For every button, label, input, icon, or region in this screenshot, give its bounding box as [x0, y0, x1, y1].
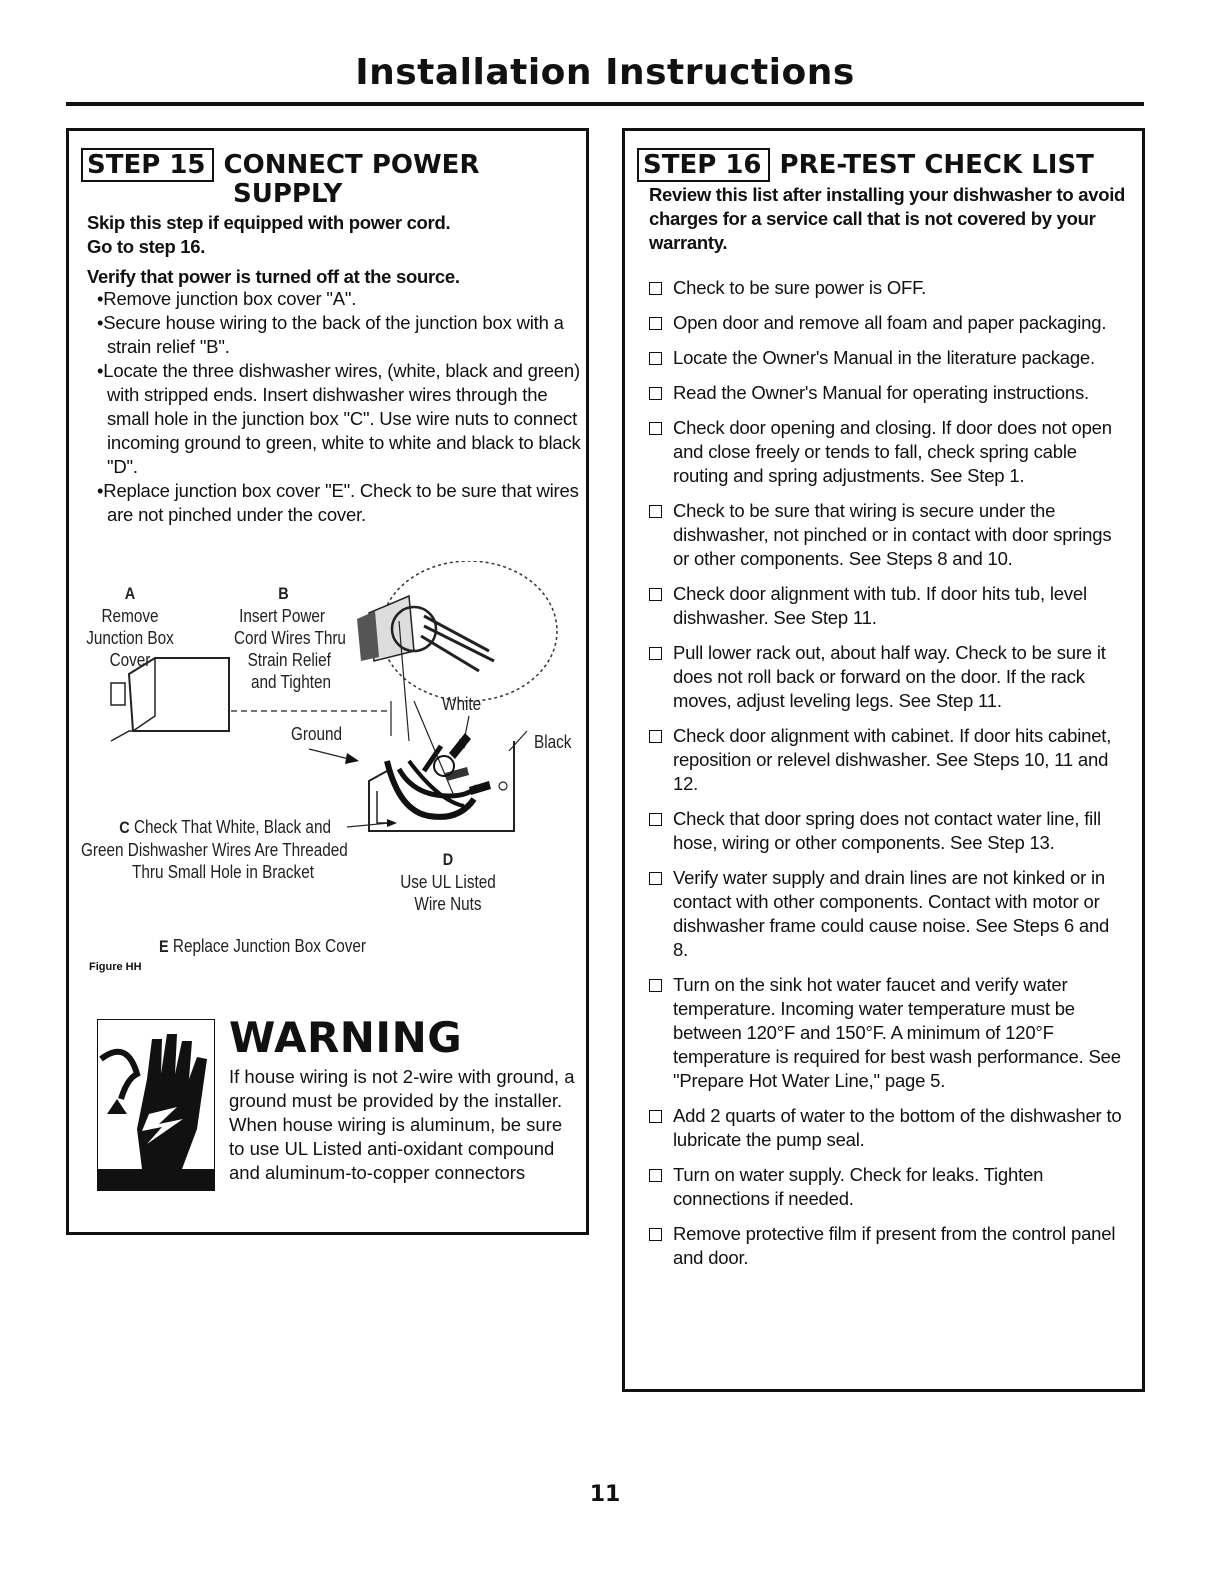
checkbox-icon: [649, 1169, 662, 1182]
checklist-item: [649, 276, 1129, 300]
checklist-item-text: Turn on water supply. Check for leaks. Tighten connections if needed.: [673, 1164, 1044, 1209]
label-a-line3: Cover: [109, 650, 151, 670]
checkbox-icon: [649, 352, 662, 365]
label-a-line1: Remove: [101, 606, 159, 626]
checklist-item: [649, 866, 1129, 962]
electric-shock-hazard-icon: [97, 1019, 215, 1191]
checkbox-icon: [649, 1110, 662, 1123]
checkbox-icon: [649, 730, 662, 743]
checklist-item-text: Check to be sure that wiring is secure under the dishwasher, not pinched or in contact with door springs or other components. See Steps 8 and 10.: [673, 500, 1112, 569]
checkbox-icon: [649, 317, 662, 330]
checklist-item-text: Check door alignment with tub. If door hits tub, level dishwasher. See Step 11.: [673, 583, 1087, 628]
step-16-title: PRE-TEST CHECK LIST: [779, 150, 1094, 180]
step-16-label: STEP 16: [637, 148, 770, 182]
checkbox-icon: [649, 647, 662, 660]
label-d-line2: Wire Nuts: [414, 894, 482, 914]
checklist-item: [649, 973, 1129, 1093]
step-15-label: STEP 15: [81, 148, 214, 182]
verify-note: Verify that power is turned off at the source.: [87, 266, 460, 287]
checkbox-icon: [649, 282, 662, 295]
label-e: [159, 935, 431, 958]
pre-test-checklist: [649, 276, 1129, 1281]
checkbox-icon: [649, 813, 662, 826]
skip-note-line2: Go to step 16.: [87, 236, 206, 257]
checklist-item: [649, 724, 1129, 796]
page-title: Installation Instructions: [355, 52, 855, 93]
label-b: [234, 583, 370, 693]
label-e-text: Replace Junction Box Cover: [172, 936, 366, 956]
checklist-item: [649, 1104, 1129, 1152]
checkbox-icon: [649, 387, 662, 400]
figure-hh: [69, 561, 586, 981]
label-b-line1: Insert Power: [239, 606, 325, 626]
bullet-item: • Remove junction box cover "A".: [77, 287, 582, 311]
checklist-item-text: Add 2 quarts of water to the bottom of the dishwasher to lubricate the pump seal.: [673, 1105, 1122, 1150]
warning-text: If house wiring is not 2-wire with ground, a ground must be provided by the installer. When house wiring is aluminum, be sure to use UL Listed anti-oxidant compound and aluminum-to-copper connectors: [229, 1066, 575, 1183]
checklist-item: [649, 807, 1129, 855]
label-c-line1: Check That White, Black and: [133, 817, 331, 837]
checklist-item-text: Check that door spring does not contact water line, fill hose, wiring or other components. See Step 13.: [673, 808, 1101, 853]
checklist-item-text: Turn on the sink hot water faucet and verify water temperature. Incoming water temperature must be between 120°F and 150°F. A minimum of 120°F temperature is required for best wash performance. See "Prepare Hot Water Line," page 5.: [673, 974, 1121, 1091]
checkbox-icon: [649, 505, 662, 518]
label-white: White: [442, 694, 482, 714]
checklist-item-text: Pull lower rack out, about half way. Check to be sure it does not roll back or forward on the door. If the rack moves, adjust leveling legs. See Step 11.: [673, 642, 1106, 711]
skip-note: [87, 211, 450, 259]
label-ground: Ground: [291, 724, 343, 744]
checklist-item: [649, 1222, 1129, 1270]
bullet-item: • Replace junction box cover "E". Check to be sure that wires are not pinched under the cover.: [77, 479, 582, 527]
checkbox-icon: [649, 872, 662, 885]
label-a-line2: Junction Box: [86, 628, 174, 648]
checkbox-icon: [649, 979, 662, 992]
checklist-item: [649, 1163, 1129, 1211]
warning-heading: WARNING: [229, 1013, 463, 1062]
checklist-item-text: Read the Owner's Manual for operating instructions.: [673, 382, 1089, 403]
title-rule: [66, 102, 1144, 106]
checklist-item-text: Verify water supply and drain lines are not kinked or in contact with other components. Contact with motor or dishwasher frame could cause noise. See Steps 6 and 8.: [673, 867, 1110, 960]
label-black: Black: [534, 732, 572, 752]
label-b-line3: Strain Relief: [247, 650, 331, 670]
checklist-item: [649, 381, 1129, 405]
checklist-item-text: Remove protective film if present from the control panel and door.: [673, 1223, 1116, 1268]
step-15-title: CONNECT POWER: [223, 150, 480, 180]
letter-d: D: [442, 850, 454, 869]
checklist-item-text: Locate the Owner's Manual in the literature package.: [673, 347, 1095, 368]
checkbox-icon: [649, 1228, 662, 1241]
step-16-intro: Review this list after installing your dishwasher to avoid charges for a service call that is not covered by your warranty.: [649, 184, 1126, 253]
checkbox-icon: [649, 422, 662, 435]
step-16-panel: [622, 128, 1145, 1392]
checklist-item-text: Check door alignment with cabinet. If door hits cabinet, reposition or relevel dishwasher. See Steps 10, 11 and 12.: [673, 725, 1112, 794]
checklist-item: [649, 346, 1129, 370]
checklist-item: [649, 499, 1129, 571]
label-b-line4: and Tighten: [251, 672, 331, 692]
label-d: [397, 849, 499, 915]
label-c-line2: Green Dishwasher Wires Are Threaded: [81, 840, 348, 860]
letter-c: C: [119, 818, 130, 837]
checkbox-icon: [649, 588, 662, 601]
letter-a: A: [124, 584, 136, 603]
label-a: [79, 583, 181, 671]
letter-b: B: [278, 584, 289, 603]
label-d-line1: Use UL Listed: [400, 872, 496, 892]
label-c-line3: Thru Small Hole in Bracket: [132, 862, 314, 882]
label-c: [81, 816, 404, 883]
checklist-item: [649, 641, 1129, 713]
checklist-item-text: Check to be sure power is OFF.: [673, 277, 927, 298]
label-b-line2: Cord Wires Thru: [234, 628, 346, 648]
bullet-item: • Locate the three dishwasher wires, (white, black and green) with stripped ends. Insert dishwasher wires through the small hole in the junction box "C". Use wire nuts to connect incoming ground to green, white to white and black to black "D".: [77, 359, 582, 479]
step-15-panel: [66, 128, 589, 1235]
step-15-bullets: [77, 287, 582, 527]
skip-note-line1: Skip this step if equipped with power cord.: [87, 212, 451, 233]
bullet-item: • Secure house wiring to the back of the junction box with a strain relief "B".: [77, 311, 582, 359]
checklist-item-text: Open door and remove all foam and paper packaging.: [673, 312, 1107, 333]
checklist-item: [649, 582, 1129, 630]
page-number: 11: [589, 1482, 621, 1507]
checklist-item: [649, 311, 1129, 335]
step-16-heading: [637, 151, 1094, 179]
letter-e: E: [159, 937, 169, 956]
step-15-title-line2: SUPPLY: [233, 179, 343, 209]
checklist-item: [649, 416, 1129, 488]
step-15-heading: [81, 151, 479, 179]
figure-caption: Figure HH: [89, 961, 142, 973]
checklist-item-text: Check door opening and closing. If door does not open and close freely or tends to fall, check spring cable routing and spring adjustments. See Step 1.: [673, 417, 1112, 486]
